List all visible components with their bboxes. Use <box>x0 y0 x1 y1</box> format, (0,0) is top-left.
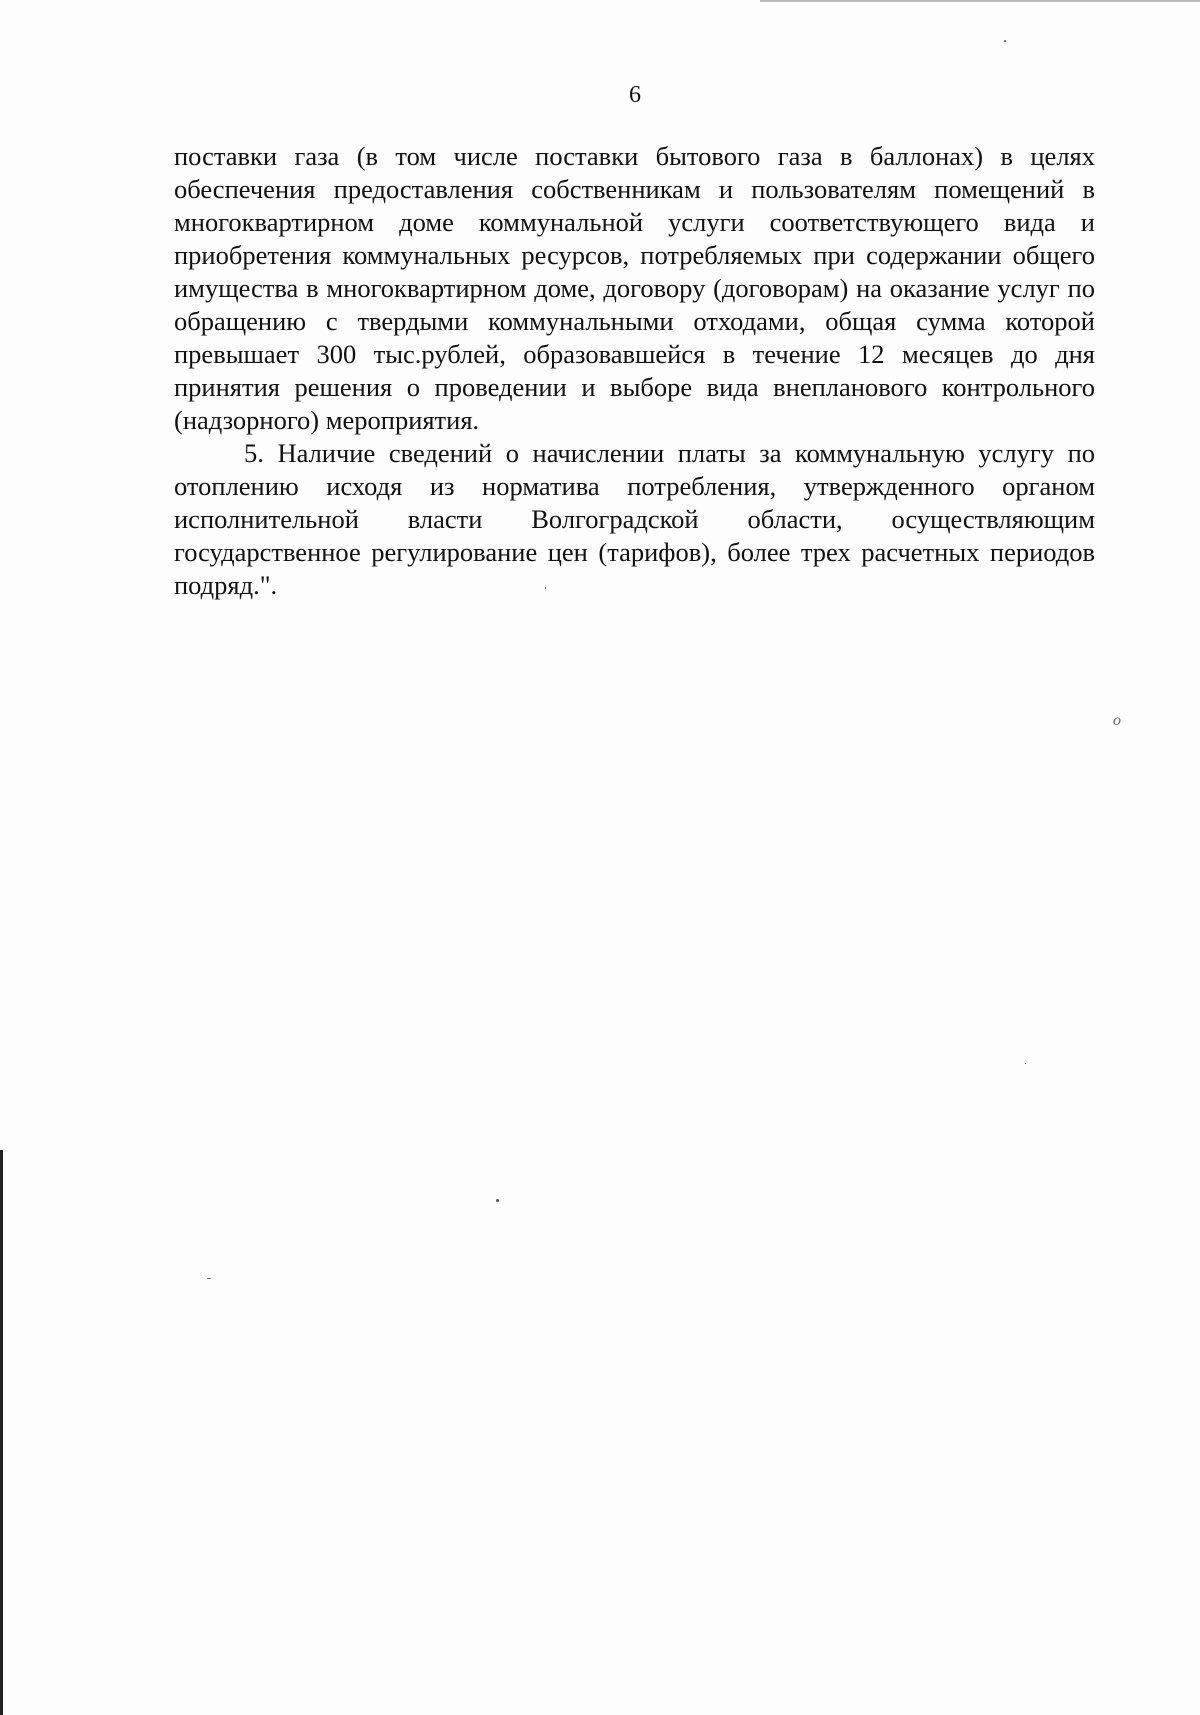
scan-left-edge <box>0 1150 3 1715</box>
scan-speck <box>496 1199 499 1202</box>
scan-top-edge <box>760 0 1200 2</box>
body-text <box>174 140 1095 602</box>
paragraph-continuation: поставки газа (в том числе поставки бытового газа в баллонах) в целях обеспечения предоставления собственникам и пользователям помещений в многоквартирном доме коммунальной услуги соответствующего вида и приобретения коммунальных ресурсов, потребляемых при содержании общего имущества в многоквартирном доме, договору (договорам) на оказание услуг по обращению с твердыми коммунальными отходами, общая сумма которой превышает 300 тыс.рублей, образовавшейся в течение 12 месяцев до дня принятия решения о проведении и выборе вида внепланового контрольного (надзорного) мероприятия. <box>174 141 1095 435</box>
margin-mark: o <box>1113 712 1121 729</box>
page-number: 6 <box>629 82 641 108</box>
scan-speck <box>1025 1063 1026 1064</box>
scan-speck <box>207 1278 211 1279</box>
paragraph-item-5: 5. Наличие сведений о начислении платы за коммунальную услугу по отоплению исходя из норматива потребления, утвержденного органом исполнительной власти Волгоградской области, осуществляющим государственное регулирование цен (тарифов), более трех расчетных периодов подряд.". <box>174 438 1095 600</box>
scan-speck <box>1004 40 1006 42</box>
